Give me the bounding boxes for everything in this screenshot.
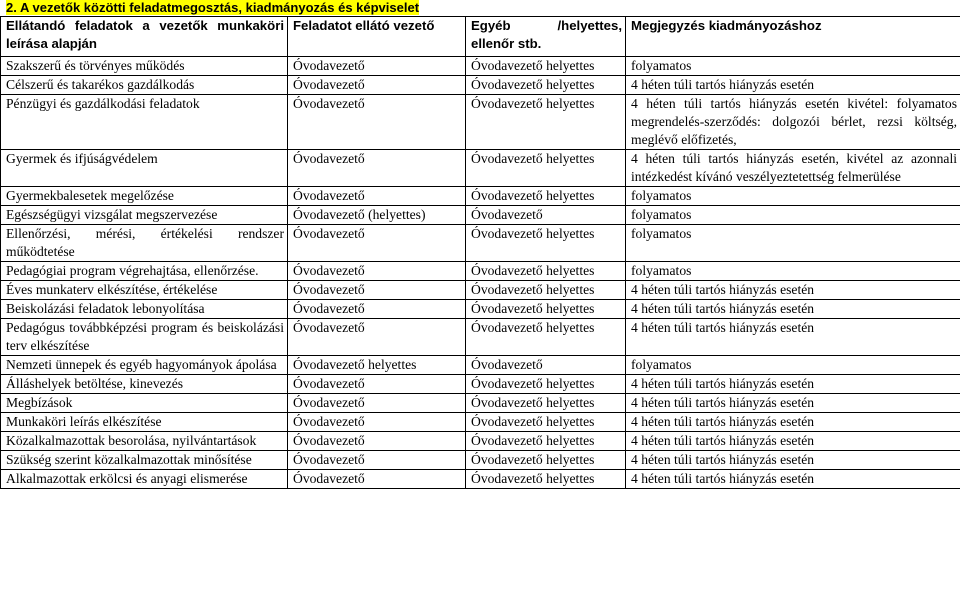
cell-leader: Óvodavezető xyxy=(288,394,466,413)
cell-other: Óvodavezető helyettes xyxy=(466,394,626,413)
cell-note: 4 héten túli tartós hiányzás esetén xyxy=(626,76,960,95)
cell-task: Egészségügyi vizsgálat megszervezése xyxy=(1,206,288,225)
table-row xyxy=(1,262,960,281)
cell-other: Óvodavezető helyettes xyxy=(466,432,626,451)
cell-other: Óvodavezető helyettes xyxy=(466,319,626,356)
cell-task: Pedagógus továbbképzési program és beiskolázási terv elkészítése xyxy=(1,319,288,356)
cell-other: Óvodavezető helyettes xyxy=(466,281,626,300)
cell-leader: Óvodavezető xyxy=(288,470,466,489)
cell-leader: Óvodavezető xyxy=(288,95,466,150)
table-header-row xyxy=(1,17,960,57)
cell-other: Óvodavezető helyettes xyxy=(466,300,626,319)
column-header-other: Egyéb /helyettes, ellenőr stb. xyxy=(466,17,626,57)
cell-task: Pénzügyi és gazdálkodási feladatok xyxy=(1,95,288,150)
cell-task: Megbízások xyxy=(1,394,288,413)
column-header-leader: Feladatot ellátó vezető xyxy=(288,17,466,57)
cell-leader: Óvodavezető xyxy=(288,262,466,281)
cell-task: Munkaköri leírás elkészítése xyxy=(1,413,288,432)
cell-note: 4 héten túli tartós hiányzás esetén xyxy=(626,394,960,413)
table-row xyxy=(1,95,960,150)
cell-note: folyamatos xyxy=(626,206,960,225)
cell-other: Óvodavezető helyettes xyxy=(466,375,626,394)
cell-leader: Óvodavezető xyxy=(288,76,466,95)
table-row xyxy=(1,356,960,375)
cell-note: 4 héten túli tartós hiányzás esetén xyxy=(626,300,960,319)
table-row xyxy=(1,57,960,76)
cell-task: Közalkalmazottak besorolása, nyilvántartások xyxy=(1,432,288,451)
cell-note: folyamatos xyxy=(626,262,960,281)
table-row xyxy=(1,150,960,187)
table-row xyxy=(1,281,960,300)
cell-note: 4 héten túli tartós hiányzás esetén xyxy=(626,319,960,356)
cell-other: Óvodavezető helyettes xyxy=(466,451,626,470)
section-heading xyxy=(0,0,960,16)
cell-task: Beiskolázási feladatok lebonyolítása xyxy=(1,300,288,319)
cell-note: 4 héten túli tartós hiányzás esetén xyxy=(626,281,960,300)
cell-leader: Óvodavezető helyettes xyxy=(288,356,466,375)
cell-leader: Óvodavezető xyxy=(288,150,466,187)
cell-other: Óvodavezető helyettes xyxy=(466,470,626,489)
cell-note: 4 héten túli tartós hiányzás esetén xyxy=(626,375,960,394)
cell-note: folyamatos xyxy=(626,187,960,206)
table-row xyxy=(1,76,960,95)
cell-other: Óvodavezető helyettes xyxy=(466,57,626,76)
cell-leader: Óvodavezető (helyettes) xyxy=(288,206,466,225)
table-row xyxy=(1,413,960,432)
cell-note: 4 héten túli tartós hiányzás esetén xyxy=(626,432,960,451)
cell-leader: Óvodavezető xyxy=(288,187,466,206)
cell-note: folyamatos xyxy=(626,57,960,76)
cell-leader: Óvodavezető xyxy=(288,57,466,76)
cell-note: 4 héten túli tartós hiányzás esetén xyxy=(626,470,960,489)
column-header-task: Ellátandó feladatok a vezetők munkaköri leírása alapján xyxy=(1,17,288,57)
cell-task: Célszerű és takarékos gazdálkodás xyxy=(1,76,288,95)
cell-note: 4 héten túli tartós hiányzás esetén xyxy=(626,451,960,470)
cell-other: Óvodavezető xyxy=(466,356,626,375)
table-row xyxy=(1,451,960,470)
table-row xyxy=(1,375,960,394)
column-header-note: Megjegyzés kiadmányozáshoz xyxy=(626,17,960,57)
cell-note: folyamatos xyxy=(626,356,960,375)
cell-task: Szükség szerint közalkalmazottak minősítése xyxy=(1,451,288,470)
table-row xyxy=(1,319,960,356)
table-row xyxy=(1,432,960,451)
table-row xyxy=(1,206,960,225)
cell-other: Óvodavezető helyettes xyxy=(466,225,626,262)
cell-leader: Óvodavezető xyxy=(288,432,466,451)
cell-leader: Óvodavezető xyxy=(288,300,466,319)
cell-task: Pedagógiai program végrehajtása, ellenőrzése. xyxy=(1,262,288,281)
cell-note: 4 héten túli tartós hiányzás esetén xyxy=(626,413,960,432)
table-row xyxy=(1,300,960,319)
cell-leader: Óvodavezető xyxy=(288,225,466,262)
section-heading-text: 2. A vezetők közötti feladatmegosztás, kiadmányozás és képviselet xyxy=(6,0,420,15)
cell-leader: Óvodavezető xyxy=(288,375,466,394)
cell-note: 4 héten túli tartós hiányzás esetén kivétel: folyamatos megrendelés-szerződés: dolgozói bérlet, rezsi költség, meglévő előfizetés, xyxy=(626,95,960,150)
cell-other: Óvodavezető xyxy=(466,206,626,225)
cell-other: Óvodavezető helyettes xyxy=(466,187,626,206)
cell-other: Óvodavezető helyettes xyxy=(466,413,626,432)
table-row xyxy=(1,394,960,413)
cell-leader: Óvodavezető xyxy=(288,413,466,432)
cell-note: folyamatos xyxy=(626,225,960,262)
cell-task: Nemzeti ünnepek és egyéb hagyományok ápolása xyxy=(1,356,288,375)
cell-task: Szakszerű és törvényes működés xyxy=(1,57,288,76)
responsibility-table xyxy=(0,16,960,489)
cell-note: 4 héten túli tartós hiányzás esetén, kivétel az azonnali intézkedést kívánó veszélyeztetettség felmerülése xyxy=(626,150,960,187)
table-row xyxy=(1,470,960,489)
cell-task: Alkalmazottak erkölcsi és anyagi elismerése xyxy=(1,470,288,489)
table-row xyxy=(1,187,960,206)
cell-leader: Óvodavezető xyxy=(288,451,466,470)
cell-task: Éves munkaterv elkészítése, értékelése xyxy=(1,281,288,300)
table-row xyxy=(1,225,960,262)
cell-other: Óvodavezető helyettes xyxy=(466,262,626,281)
cell-leader: Óvodavezető xyxy=(288,281,466,300)
cell-other: Óvodavezető helyettes xyxy=(466,95,626,150)
cell-task: Álláshelyek betöltése, kinevezés xyxy=(1,375,288,394)
cell-leader: Óvodavezető xyxy=(288,319,466,356)
cell-task: Ellenőrzési, mérési, értékelési rendszer működtetése xyxy=(1,225,288,262)
cell-task: Gyermek és ifjúságvédelem xyxy=(1,150,288,187)
cell-other: Óvodavezető helyettes xyxy=(466,150,626,187)
cell-other: Óvodavezető helyettes xyxy=(466,76,626,95)
cell-task: Gyermekbalesetek megelőzése xyxy=(1,187,288,206)
